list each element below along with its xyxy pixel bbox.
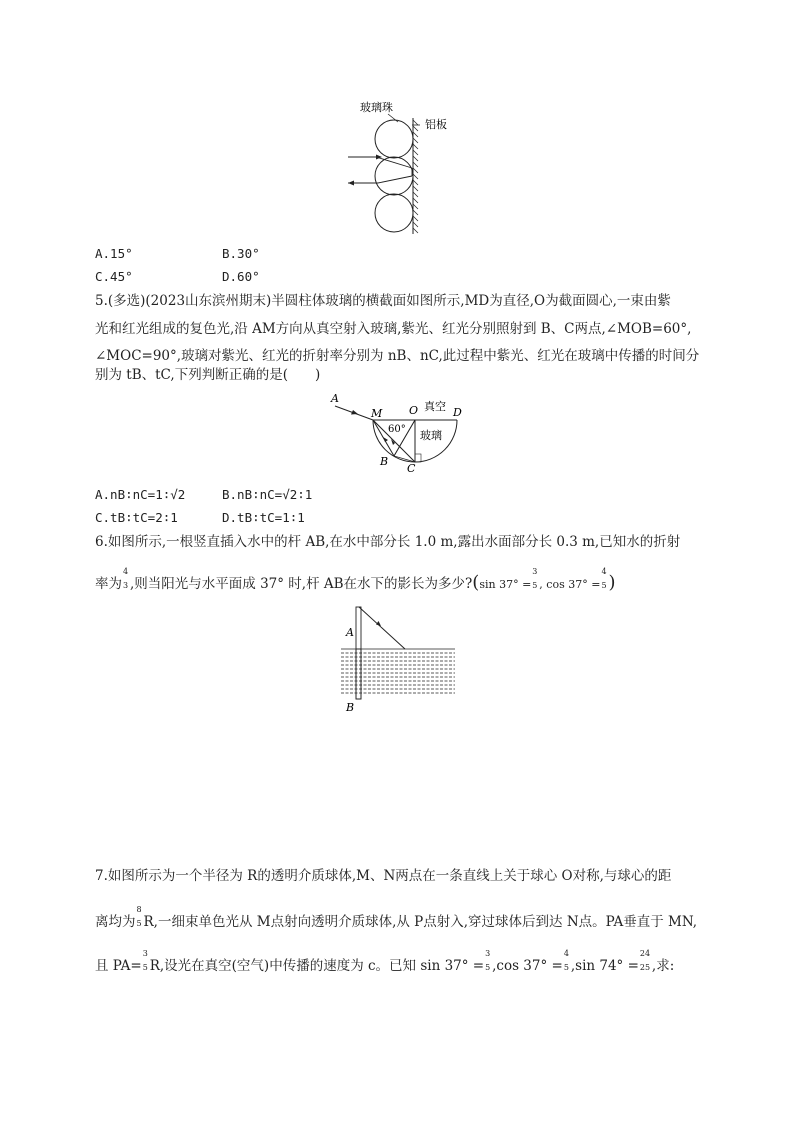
q6-frac-num: 4	[123, 567, 129, 576]
q7-f5-den: 25	[639, 963, 651, 972]
q5-option-b: B.nB∶nC=√2∶1	[222, 487, 313, 502]
q7-l3-b: R,设光在真空(空气)中传播的速度为 c。已知 sin 37° =	[149, 958, 485, 974]
q7-line-3	[95, 949, 675, 975]
semicylinder-figure	[325, 390, 475, 475]
q7-l3-e: ,求:	[651, 958, 675, 974]
aluminum-plate-label: 铝板	[425, 118, 447, 131]
q7-f2-num: 3	[142, 949, 148, 958]
q7-f3-num: 3	[485, 949, 491, 958]
q7-l2-a: 离均为	[95, 914, 136, 930]
q7-f4-den: 5	[563, 963, 569, 972]
q7-l3-c: ,cos 37° =	[492, 958, 563, 974]
q6-text-a: 率为	[95, 576, 122, 592]
q6-sin-den: 5	[532, 581, 538, 590]
q7-line-2	[95, 905, 698, 931]
q5-option-c: C.tB∶tC=2∶1	[95, 510, 178, 525]
q7-l2-b: R,一细束单色光从 M点射向透明介质球体,从 P点射入,穿过球体后到达 N点。PA垂直于 MN,	[143, 914, 698, 930]
q5-line-4: 别为 tB、tC,下列判断正确的是( )	[95, 367, 321, 383]
point-b-label: B	[380, 455, 389, 468]
angle-label: 60°	[388, 424, 406, 435]
q7-frac-1	[136, 905, 144, 931]
q5-option-d: D.tB∶tC=1∶1	[222, 510, 305, 525]
point-a-label: A	[331, 392, 339, 405]
q7-f3-den: 5	[485, 963, 491, 972]
q7-frac-2	[142, 949, 150, 975]
q5-line-3: ∠MOC=90°,玻璃对紫光、红光的折射率分别为 nB、nC,此过程中紫光、红光在玻璃中传播的时间分	[95, 348, 700, 364]
q5-line-1: 5.(多选)(2023山东滨州期末)半圆柱体玻璃的横截面如图所示,MD为直径,O为截面圆心,一束由紫	[95, 293, 671, 309]
glass-label: 玻璃	[420, 429, 442, 442]
q6-cos-frac	[600, 567, 608, 593]
q4-option-c: C.45°	[95, 269, 133, 284]
q4-option-d: D.60°	[222, 269, 260, 284]
rod-b-label: B	[346, 701, 355, 714]
q7-l3-a: 且 PA=	[95, 958, 142, 974]
q6-sin: sin 37° =	[479, 578, 532, 591]
q6-cos: , cos 37° =	[539, 578, 601, 591]
q7-f5-num: 24	[639, 949, 651, 958]
q5-option-a: A.nB∶nC=1∶√2	[95, 487, 186, 502]
vacuum-label: 真空	[424, 400, 446, 413]
glass-bead-label: 玻璃珠	[360, 101, 393, 114]
point-c-label: C	[407, 462, 416, 475]
rod-in-water-figure	[335, 605, 460, 715]
point-m-label: M	[371, 407, 383, 420]
q6-line-2: 率为 4 3 ,则当阳光与水平面成 37° 时,杆 AB在水下的影长为多少?(sin 37° = 3 5 , cos 37° = 4 5 )	[95, 575, 615, 594]
q6-sin-frac	[531, 567, 539, 593]
q7-f2-den: 5	[142, 963, 148, 972]
q7-frac-3	[484, 949, 492, 975]
rod-a-label: A	[346, 626, 354, 639]
point-o-label: O	[409, 404, 419, 417]
q7-l3-d: ,sin 74° =	[570, 958, 639, 974]
q5-line-2: 光和红光组成的复色光,沿 AM方向从真空射入玻璃,紫光、红光分别照射到 B、C两点,∠MOB=60°,	[95, 321, 692, 337]
q6-cos-den: 5	[601, 581, 607, 590]
q6-line-1: 6.如图所示,一根竖直插入水中的杆 AB,在水中部分长 1.0 m,露出水面部分长 0.3 m,已知水的折射	[95, 534, 681, 550]
glass-beads-figure	[340, 92, 460, 242]
q7-frac-4	[563, 949, 571, 975]
q4-option-a: A.15°	[95, 246, 133, 261]
q4-option-b: B.30°	[222, 246, 260, 261]
q6-sin-num: 3	[532, 567, 538, 576]
q6-fraction	[122, 567, 130, 593]
point-d-label: D	[453, 406, 462, 419]
q7-f1-den: 5	[136, 919, 142, 928]
q7-frac-5	[639, 949, 652, 975]
q7-f4-num: 4	[563, 949, 569, 958]
q6-frac-den: 3	[123, 581, 129, 590]
q6-text-b: ,则当阳光与水平面成 37° 时,杆 AB在水下的影长为多少?	[130, 576, 473, 592]
q7-f1-num: 8	[136, 905, 142, 914]
q7-line-1: 7.如图所示为一个半径为 R的透明介质球体,M、N两点在一条直线上关于球心 O对称,与球心的距	[95, 868, 672, 884]
q6-cos-num: 4	[601, 567, 607, 576]
